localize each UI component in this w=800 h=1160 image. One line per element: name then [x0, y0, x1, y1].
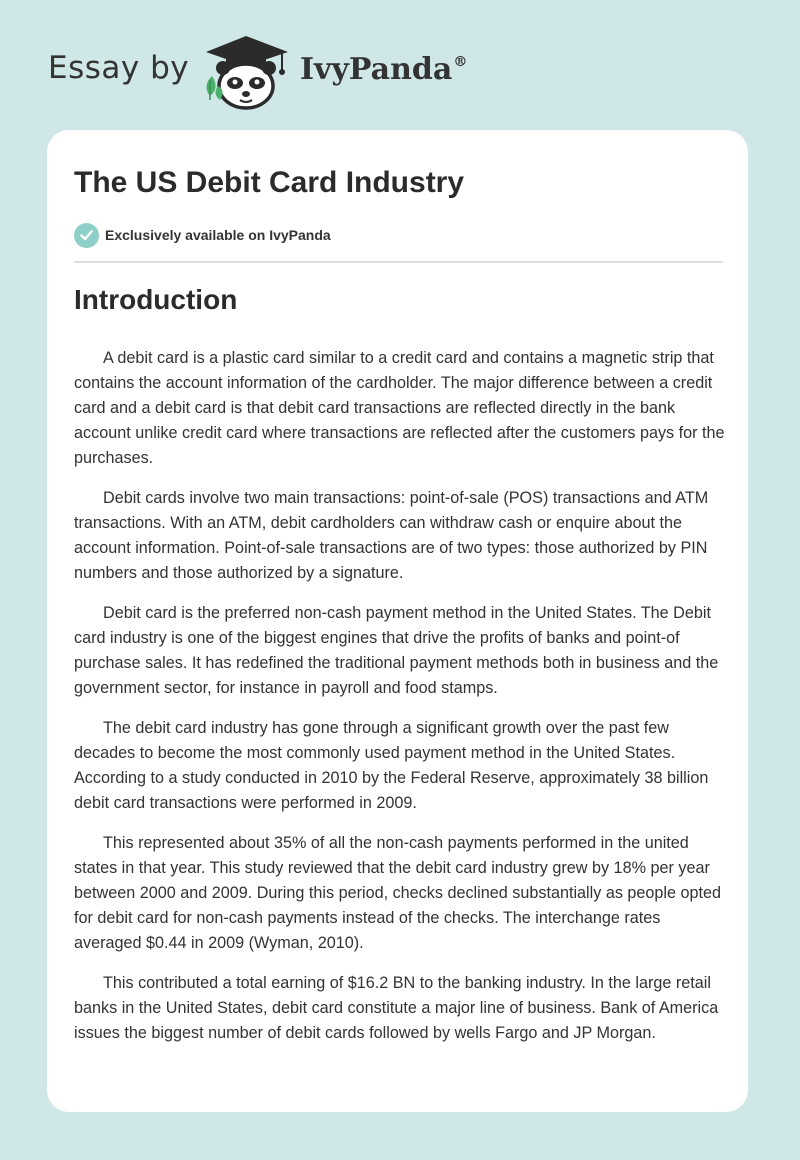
paragraph: The debit card industry has gone through a significant growth over the past few decades to become the most commonly used payment method in the United States. According to a study conducted in 2010 by the Federal Reserve, approximately 38 billion debit card transactions were performed in 2009.	[74, 719, 709, 812]
brand-name[interactable]: IvyPanda®	[300, 52, 468, 87]
essay-card	[47, 130, 748, 1112]
check-circle-icon	[74, 223, 99, 248]
badge-label: Exclusively available on IvyPanda	[105, 227, 331, 243]
paragraph: A debit card is a plastic card similar to a credit card and contains a magnetic strip that contains the account information of the cardholder. The major difference between a credit card and a debit card is that debit card transactions are reflected directly in the bank account unlike credit card where transactions are reflected after the customers pays for the purchases.	[74, 349, 725, 467]
paragraph: This contributed a total earning of $16.2 BN to the banking industry. In the large retail banks in the United States, debit card constitute a major line of business. Bank of America issues the biggest number of debit cards followed by wells Fargo and JP Morgan.	[74, 974, 719, 1042]
brand-prefix: Essay by	[48, 50, 190, 86]
paragraph: Debit cards involve two main transactions: point-of-sale (POS) transactions and ATM transactions. With an ATM, debit cardholders can withdraw cash or enquire about the account information. Point-of-sale transactions are of two types: those authorized by PIN numbers and those authorized by a signature.	[74, 489, 709, 582]
title-divider	[74, 261, 723, 263]
essay-body	[74, 346, 725, 1061]
section-heading: Introduction	[74, 284, 238, 315]
paragraph: This represented about 35% of all the non-cash payments performed in the united states in that year. This study reviewed that the debit card industry grew by 18% per year between 2000 and 2009. During this period, checks declined substantially as people opted for debit card for non-cash payments instead of the checks. The interchange rates averaged $0.44 in 2009 (Wyman, 2010).	[74, 834, 722, 952]
exclusive-badge	[74, 222, 331, 248]
panda-graduate-icon[interactable]	[198, 30, 298, 110]
site-header	[0, 0, 800, 130]
page-title: The US Debit Card Industry	[74, 166, 465, 199]
paragraph: Debit card is the preferred non-cash payment method in the United States. The Debit card industry is one of the biggest engines that drive the profits of banks and point-of purchase sales. It has redefined the traditional payment methods both in business and the government sector, for instance in payroll and food stamps.	[74, 604, 719, 697]
registered-mark: ®	[453, 54, 468, 70]
